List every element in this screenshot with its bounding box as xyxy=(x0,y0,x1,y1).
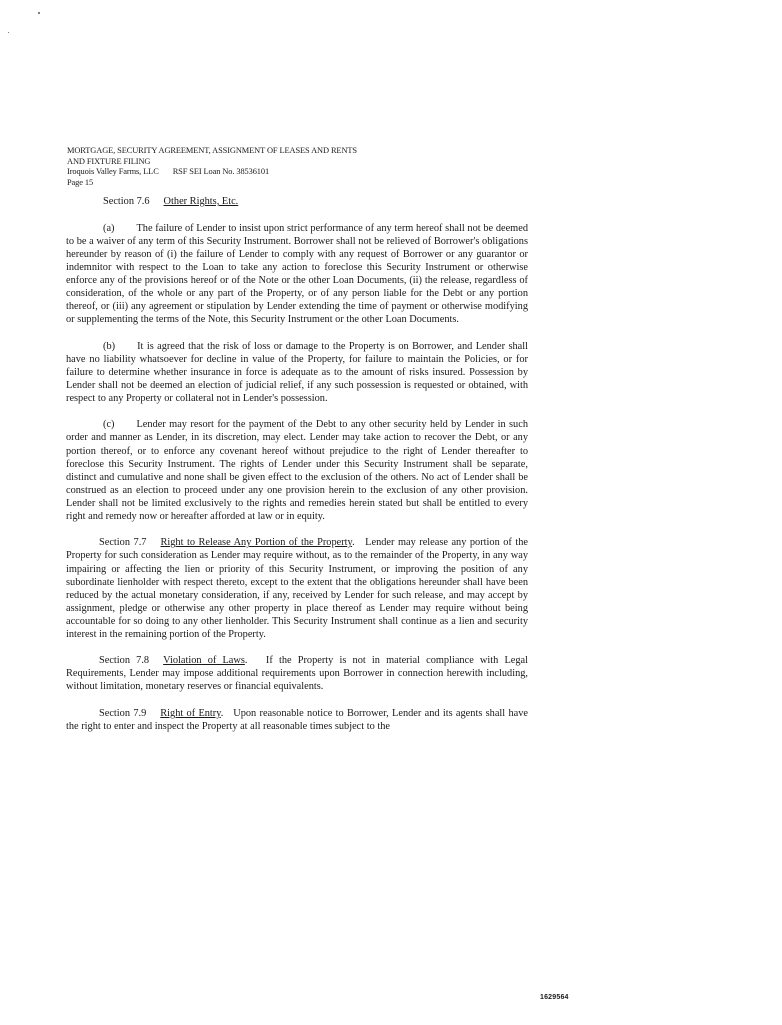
paragraph-marker: (a) xyxy=(103,222,115,234)
document-header xyxy=(67,146,527,188)
paragraph-text: The failure of Lender to insist upon strict performance of any term hereof shall not be deemed to be a waiver of any term of this Security Instrument. Borrower shall not be relieved of Borrower's obligations hereunder by reason of (i) the failure of Lender to comply with any request of Borrower or any guarantor or indemnitor with respect to the Loan to take any action to foreclose this Security Instrument or otherwise enforce any of the provisions hereof or of the Note or the other Loan Documents, (ii) the release, regardless of consideration, of the whole or any part of the Property, or of any person liable for the Debt or any portion thereof, or (iii) any agreement or stipulation by Lender extending the time of payment or otherwise modifying or supplementing the terms of the Note, this Security Instrument or the other Loan Documents. xyxy=(66,222,528,325)
paragraph-text: It is agreed that the risk of loss or damage to the Property is on Borrower, and Lender shall have no liability whatsoever for decline in value of the Property, for failure to maintain the Policies, or for failure to determine whether insurance in force is adequate as to the amount of risks insured. Possession by Lender shall not be deemed an election of judicial relief, if any such possession is requested or obtained, with respect to any Property or collateral not in Lender's possession. xyxy=(66,340,528,404)
section-7-7: Section 7.7 Right to Release Any Portion of the Property. Lender may release any portion of the Property for such consideration as Lender may require without, as to the remainder of the Property, in any way impairing or affecting the lien or priority of this Security Instrument, or improving the position of any subordinate lienholder with respect thereto, except to the extent that the obligations hereunder shall have been reduced by the actual monetary consideration, if any, received by Lender for such release, and may accept by assignment, pledge or otherwise any other property in place thereof as Lender may require without being accountable for so doing to any other lienholder. This Security Instrument shall continue as a lien and security interest in the remaining portion of the Property. xyxy=(66,537,529,640)
section-title: Right of Entry xyxy=(160,708,221,720)
scan-speck xyxy=(38,12,40,14)
header-loan-number: RSF SEI Loan No. 38536101 xyxy=(172,167,270,177)
paragraph-text: Lender may resort for the payment of the Debt to any other security held by Lender in such order and manner as Lender, in its discretion, may elect. Lender may take action to recover the Debt, or any portion thereof, or to enforce any covenant hereof without prejudice to the right of Lender thereafter to foreclose this Security Instrument. The rights of Lender under this Security Instrument shall be separate, distinct and cumulative and none shall be given effect to the exclusion of the others. No act of Lender shall be construed as an election to proceed under any one provision herein to the exclusion of any other provision. Lender shall not be limited exclusively to the rights and remedies herein stated but shall be entitled to every right and remedy now or hereafter afforded at law or in equity. xyxy=(66,419,528,522)
section-label: Section 7.9 xyxy=(99,708,147,720)
section-title: Other Rights, Etc. xyxy=(163,196,239,207)
section-title: Right to Release Any Portion of the Property xyxy=(160,537,353,549)
scan-speck xyxy=(8,32,9,33)
section-7-6-paragraph-a xyxy=(66,222,528,326)
section-label: Section 7.6 xyxy=(103,196,150,207)
header-title-line-2: AND FIXTURE FILING xyxy=(67,156,151,166)
section-text: Lender may release any portion of the Property for such consideration as Lender may require without, as to the remainder of the Property, in any way impairing or affecting the lien or priority of this Security Instrument, or improving the position of any subordinate lienholder with respect thereto, except to the extent that the obligations hereunder shall have been reduced by the actual monetary consideration, if any, received by Lender for such release, and may accept by assignment, pledge or otherwise any other property in place thereof as Lender may require without being accountable for so doing to any other lienholder. This Security Instrument shall continue as a lien and security interest in the remaining portion of the Property. xyxy=(66,537,529,640)
section-label: Section 7.8 xyxy=(99,655,150,667)
section-7-8: Section 7.8 Violation of Laws. If the Property is not in material compliance with Legal Requirements, Lender may impose additional requirements upon Borrower in connection herewith including, without limitation, monetary reserves or financial equivalents. xyxy=(66,655,529,693)
document-id-stamp: 1629564 xyxy=(540,994,569,1001)
header-title-line-1: MORTGAGE, SECURITY AGREEMENT, ASSIGNMENT OF LEASES AND RENTS xyxy=(67,146,357,155)
header-borrower: Iroquois Valley Farms, LLC xyxy=(67,167,159,177)
section-7-9: Section 7.9 Right of Entry. Upon reasonable notice to Borrower, Lender and its agents shall have the right to enter and inspect the Property at all reasonable times subject to the xyxy=(66,708,528,733)
paragraph-marker: (b) xyxy=(103,340,116,352)
section-7-6-paragraph-b xyxy=(66,340,528,405)
section-7-6-paragraph-c xyxy=(66,418,528,522)
document-body xyxy=(66,195,528,733)
section-text: Upon reasonable notice to Borrower, Lender and its agents shall have the right to enter and inspect the Property at all reasonable times subject to the xyxy=(66,708,528,733)
section-title: Violation of Laws xyxy=(163,655,245,667)
header-loan-line xyxy=(67,167,527,178)
section-7-6-heading xyxy=(66,195,528,208)
paragraph-marker: (c) xyxy=(103,419,115,431)
section-text: If the Property is not in material compliance with Legal Requirements, Lender may impose additional requirements upon Borrower in connection herewith including, without limitation, monetary reserves or financial equivalents. xyxy=(66,655,529,693)
header-page-number: Page 15 xyxy=(67,177,94,187)
section-label: Section 7.7 xyxy=(99,537,147,549)
